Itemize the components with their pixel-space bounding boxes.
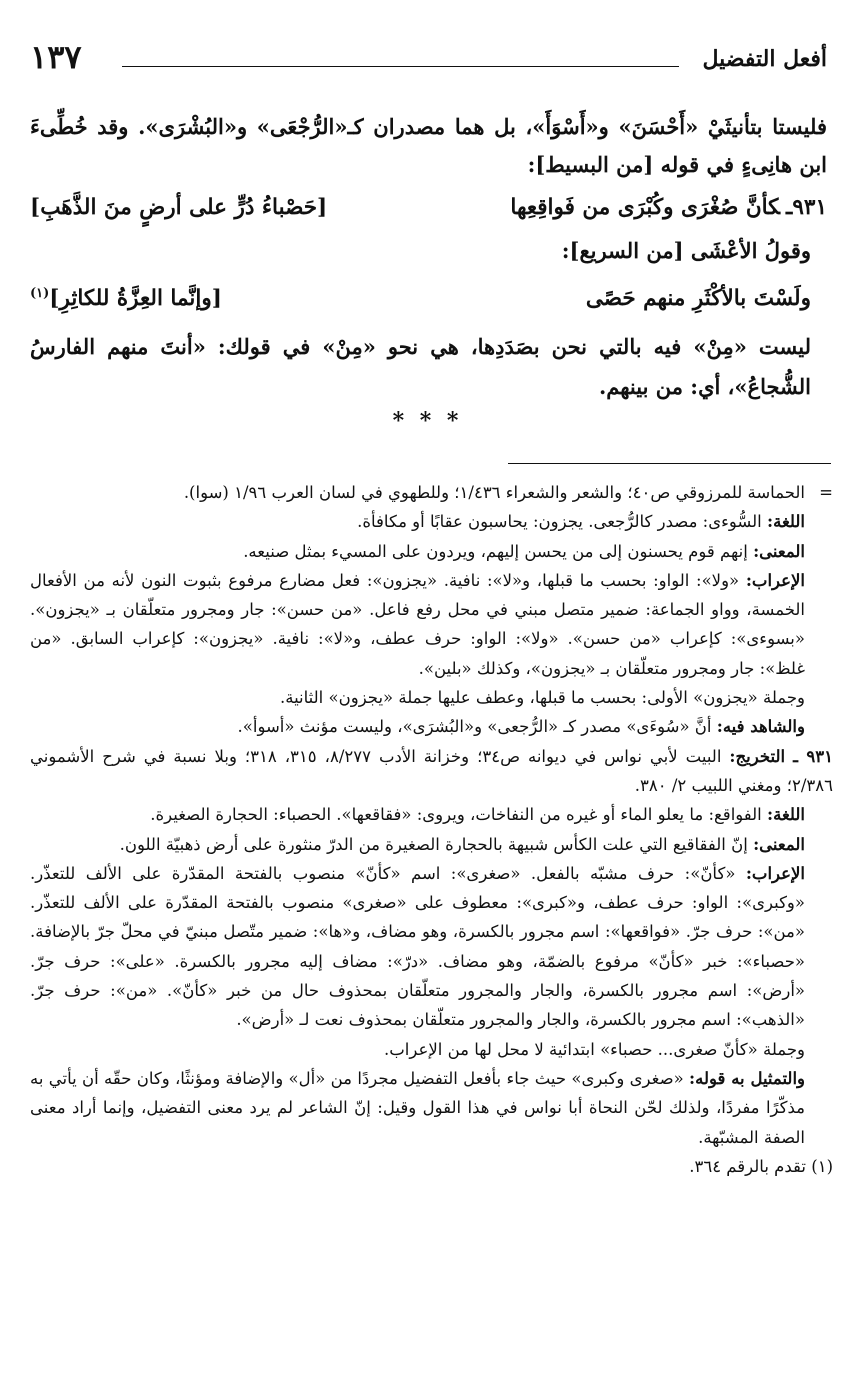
section-separator: * * * [392,408,463,434]
verse-aasha: ولَسْتَ بالأكْثَرِ منهم حَصًى [وإنَّما العِزَّةُ للكاثِرِ]$^{(١)}$ [30,270,827,323]
footnotes [30,478,833,1181]
footnote-jumla: وجملة «كأنّ صغرى... حصباء» ابتدائية لا محل لها من الإعراب. [384,1039,805,1059]
footnote-irab: الإعراب: «ولا»: الواو: بحسب ما قبلها، و«لا»: نافية. «يجزون»: فعل مضارع مرفوع بثبوت النون لأنه من الأفعال الخمسة، وواو الجماعة: ضمير متصل مبني في محل رفع فاعل. «من حسن»: جار ومجرور متعلّقان بـ «يجزون». «بسوءى»: كإعراب «من حسن». «ولا»: الواو: حرف عطف، و«لا»: نافية. «يجزون»: كإعراب السابق. «من غلظ»: جار ومجرور متعلّقان بـ «يجزون»، وكذلك «بلين». [30,570,805,678]
verse-931: ٩٣١ـكأنَّ صُغْرَى وكُبْرَى من فَواقِعِها [حَصْباءُ دُرٍّ على أرضٍ منَ الذَّهَبِ] [30,195,827,220]
footnote-tamthil: والتمثيل به قوله: «صغرى وكبرى» حيث جاء بأفعل التفضيل مجردًا من «أل» والإضافة ومؤنثًا، وكان حقّه أن يأتي به مذكّرًا مفردًا، ولذلك لحّن النحاة أبا نواس في هذا القول وقيل: إنّ الشاعر لم يرد معنى التفضيل، وإنما أراد معنى الصفة المشبّهة. [30,1068,805,1147]
footnote-maana: المعنى: إنهم قوم يحسنون إلى من يحسن إليهم، ويردون على المسيء بمثل صنيعه. [243,541,805,561]
footnote-maana: المعنى: إنّ الفقاقيع التي علت الكأس شبيهة بالحجارة الصغيرة من الدرّ منثورة على أرض ذهبيّة اللون. [119,834,805,854]
footnote-irab: الإعراب: «كأنّ»: حرف مشبّه بالفعل. «صغرى»: اسم «كأنّ» منصوب بالفتحة المقدّرة على الألف للتعذّر. «وكبرى»: الواو: حرف عطف، و«كبرى»: معطوف على «صغرى» منصوب بالفتحة المقدّرة على الألف للتعذّر. «من»: حرف جرّ. «فواقعها»: اسم مجرور بالكسرة، وهو مضاف، و«ها»: ضمير متّصل مبنيّ في محلّ جرّ بالإضافة. «حصباء»: خبر «كأنّ» مرفوع بالضمّة، وهو مضاف. «درّ»: مضاف إليه مجرور بالكسرة. «على»: حرف جرّ. «أرض»: اسم مجرور بالكسرة، والجار والمجرور متعلّقان بمحذوف حال من خبر «كأنّ». «من»: حرف جرّ. «الذهب»: اسم مجرور بالكسرة، والجار والمجرور متعلّقان بمحذوف نعت لـ «أرض». [30,863,805,1030]
footnote-lugha: اللغة: السُّوءى: مصدر كالرُّجعى. يجزون: يحاسبون عقابًا أو مكافأة. [357,512,805,532]
verse-intro: وقولُ الأعْشَى [من السريع]: [561,238,811,263]
footnote-1: (١) تقدم بالرقم ٣٦٤. [689,1156,833,1176]
main-text [30,108,827,407]
verse-number: ٩٣١ـ [786,195,827,220]
header-rule [122,66,679,67]
page-number: ١٣٧ [30,38,82,76]
book-page [22,0,833,1380]
verse-second-hemistich: حَصْباءُ دُرٍّ على أرضٍ منَ الذَّهَبِ [40,195,318,220]
footnote-rule [508,463,831,464]
verse-second-hemistich: وإنَّما العِزَّةُ للكاثِرِ [59,286,212,312]
main-paragraph-1: فليستا بتأنيثَيْ «أَحْسَنَ» و«أَسْوَأَ»، بل هما مصدران كـ«الرُّجْعَى» و«البُشْرَى». وقد خُطِّىءَ ابن هانِىءٍ في قوله [من البسيط]: [30,114,827,177]
footnote-931 [30,742,833,1152]
main-paragraph-2: ليست «مِنْ» فيه بالتي نحن بصَدَدِها، هي نحو «مِنْ» في قولك: «أنتَ منهم الفارسُ الشُّجاعُ»، أي: من بينهم. [30,334,811,400]
footnote-continued [30,478,833,742]
footnote-jumla: وجملة «يجزون» الأولى: بحسب ما قبلها، وعطف عليها جملة «يجزون» الثانية. [279,688,805,708]
footnote-marker: = [819,483,833,502]
verse-first-hemistich: ولَسْتَ بالأكْثَرِ منهم حَصًى [585,286,811,312]
footnote-ref: (١) [30,286,50,301]
footnote-source: الحماسة للمرزوقي ص٤٠؛ والشعر والشعراء ١/٤٣٦؛ وللطهوي في لسان العرب ١/٩٦ (سوا). [183,483,805,502]
running-title: أفعل التفضيل [702,46,827,72]
footnote-lugha: اللغة: الفواقع: ما يعلو الماء أو غيره من النفاخات، ويروى: «فقاقعها». الحصباء: الحجارة الصغيرة. [150,805,805,825]
page-header [30,38,827,80]
footnote-shahid: والشاهد فيه: أنَّ «سُوءَى» مصدر كـ «الرُّجعى» و«البُشرَى»، وليست مؤنث «أسوأ». [237,717,805,737]
verse-first-hemistich: كأنَّ صُغْرَى وكُبْرَى من فَواقِعِها [510,195,781,220]
footnote-takhrij: ٩٣١ ـ التخريج: البيت لأبي نواس في ديوانه ص٣٤؛ وخزانة الأدب ٨/٢٧٧، ٣١٥، ٣١٨؛ وبلا نسبة في شرح الأشموني ٢/٣٨٦؛ ومغني اللبيب ٢/ ٣٨٠. [30,746,833,795]
